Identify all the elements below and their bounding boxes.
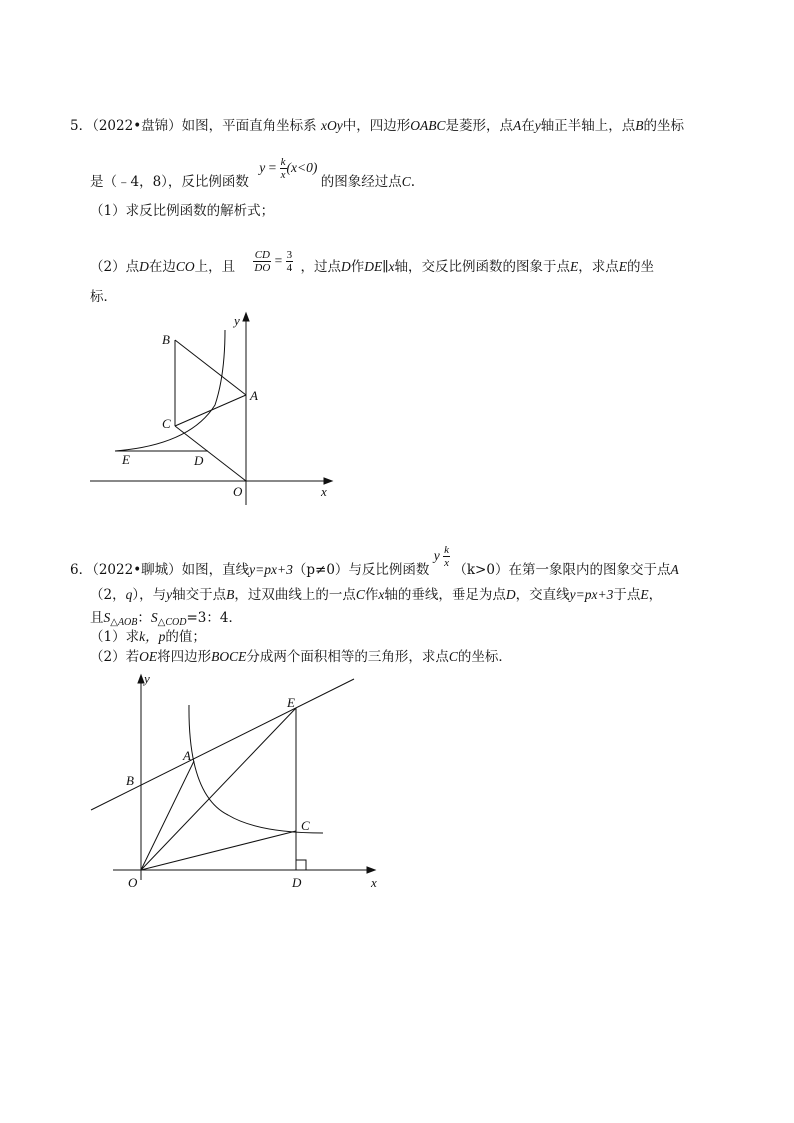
q6-label-C: C — [301, 818, 310, 833]
q5-label-O: O — [233, 484, 243, 499]
q5-label-D: D — [194, 453, 204, 468]
q6-line2: （2，q），与y轴交于点B，过双曲线上的一点C作x轴的垂线，垂足为点D，交直线y=px+3于点E， — [90, 587, 663, 603]
q5-figure — [80, 305, 360, 510]
q6-label-O: O — [128, 875, 138, 890]
q5-line2: 是（﹣4，8），反比例函数 y = $\frac{k}{x}$ (x<0) 的图象经过点C. — [90, 156, 416, 190]
q5-segment-CA — [175, 395, 246, 426]
q6-x-arrow — [367, 867, 375, 873]
q5-label-x: x — [321, 484, 327, 499]
q5-line1: 5．（2022•盘锦）如图，平面直角坐标系 xOy中，四边形OABC是菱形，点A在y轴正半轴上，点B的坐标 — [70, 118, 684, 134]
q5-part2-tail: 标． — [90, 289, 117, 305]
q5-segment-CO — [175, 426, 246, 481]
q5-label-y: y — [234, 313, 240, 328]
q6-label-B: B — [126, 773, 134, 788]
q5-part1: （1）求反比例函数的解析式； — [90, 203, 275, 219]
q6-part2: （2）若OE将四边形BOCE分成两个面积相等的三角形，求点C的坐标． — [90, 649, 512, 665]
q5-part2: （2）点D在边CO上，且 $\frac{CD}{DO}$ = $\frac{3}{4}$ ，过点D作DE∥x轴，交反比例函数的图象于点E，求点E的坐 — [90, 249, 655, 275]
q6-segment-OE — [141, 708, 296, 870]
q6-label-D: D — [292, 875, 302, 890]
q5-function-formula: y = $\frac{k}{x}$ (x<0) — [259, 156, 318, 182]
q5-ratio-formula: $\frac{CD}{DO}$ = $\frac{3}{4}$ — [254, 249, 293, 275]
q6-line3: 且$S_{\triangle AOB}$：$S_{\triangle COD}=3$：4． — [90, 610, 242, 628]
q6-label-A: A — [183, 748, 191, 763]
q6-part1: （1）求k，p的值； — [90, 629, 206, 645]
q5-label-A: A — [250, 388, 258, 403]
q6-line-BE — [91, 679, 354, 810]
q5-hyperbola — [115, 330, 225, 451]
q5-label-E: E — [122, 452, 130, 467]
q6-right-angle-mark — [296, 860, 306, 870]
q6-figure — [88, 665, 388, 895]
q6-function-formula: y $\frac{k}{x}$ — [433, 544, 449, 570]
q6-segment-OC — [141, 831, 296, 870]
q6-label-x: x — [371, 875, 377, 890]
q6-segment-OA — [141, 761, 194, 870]
q6-hyperbola — [189, 705, 323, 833]
q5-label-C: C — [162, 416, 171, 431]
q6-label-E: E — [287, 695, 295, 710]
q5-y-arrow — [243, 313, 249, 321]
q5-label-B: B — [162, 332, 170, 347]
q6-line1: 6．（2022•聊城）如图，直线y=px+3（p≠0）与反比例函数 y $\frac{k}{x}$ （k>0）在第一象限内的图象交于点A — [70, 544, 679, 578]
q5-segment-BA — [175, 340, 246, 395]
q6-label-y: y — [144, 671, 150, 686]
